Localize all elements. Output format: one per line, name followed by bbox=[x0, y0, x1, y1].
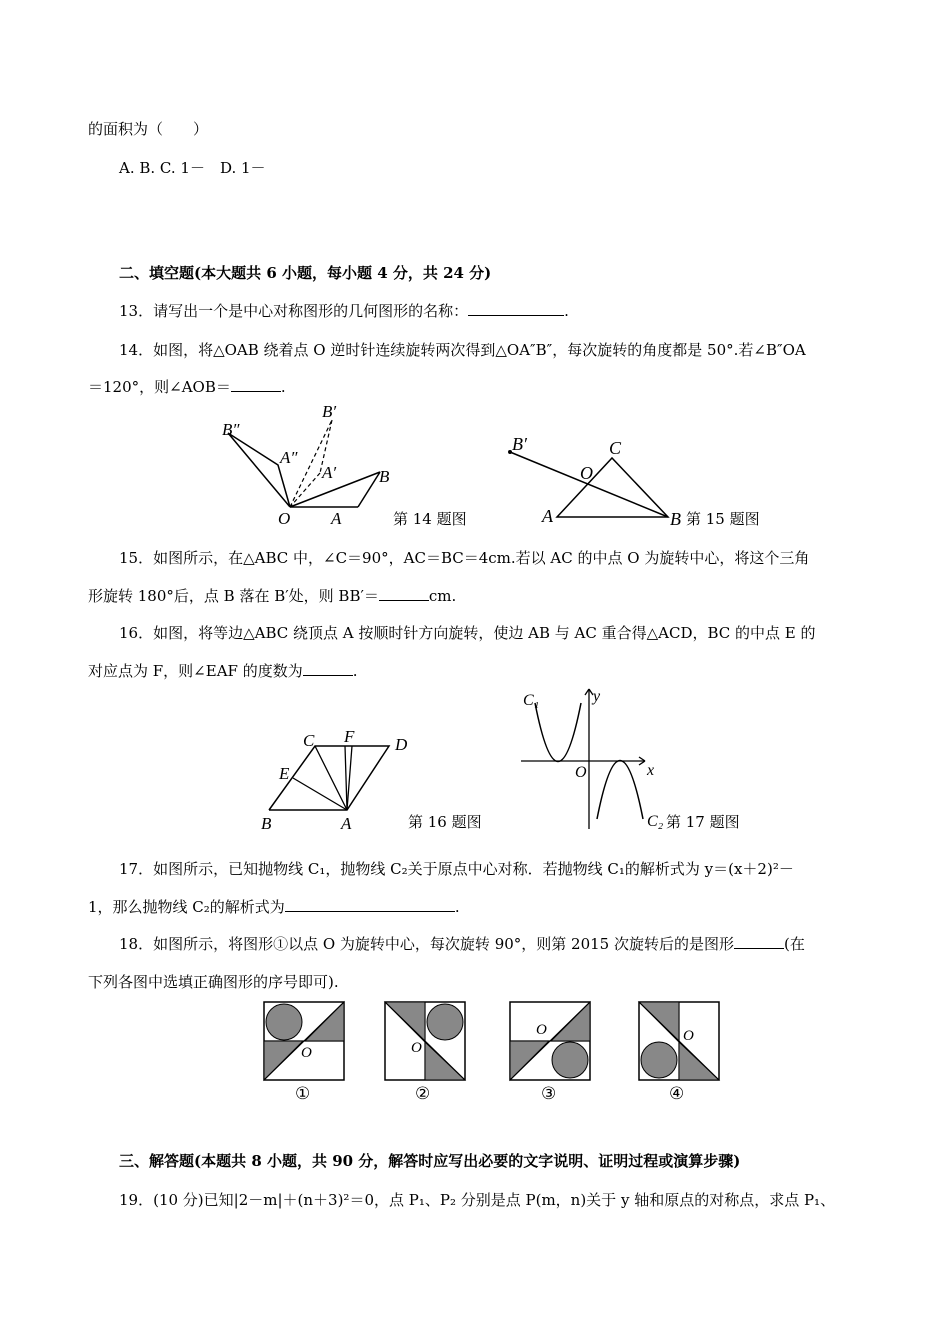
label-O: O bbox=[580, 463, 593, 483]
question-17-line2: 1，那么抛物线 C₂的解析式为 . bbox=[88, 898, 460, 916]
label-B: B bbox=[261, 814, 272, 833]
label-O: O bbox=[411, 1040, 422, 1056]
label-O: O bbox=[278, 509, 291, 528]
line-options: A. B. C. 1－ D. 1－ bbox=[119, 159, 266, 177]
label-A: A bbox=[341, 814, 352, 833]
label-C: C bbox=[609, 438, 622, 458]
question-15-line1: 15．如图所示，在△ABC 中，∠C＝90°，AC＝BC＝4cm.若以 AC 的中点 O 为旋转中心，将这个三角 bbox=[119, 549, 810, 567]
figure-18-option-2 bbox=[385, 1002, 465, 1102]
label-x-axis: x bbox=[647, 762, 655, 779]
question-14-line2: ＝120°，则∠AOB＝ . bbox=[88, 378, 286, 396]
label-C2: C₂ bbox=[647, 813, 664, 830]
label-O: O bbox=[683, 1028, 694, 1044]
blank-15 bbox=[379, 586, 429, 601]
blank-17 bbox=[285, 897, 455, 912]
figure-15-diagram bbox=[500, 430, 700, 530]
line-area-question: 的面积为（ ） bbox=[88, 120, 209, 138]
label-O: O bbox=[575, 764, 587, 781]
figure-18-option-4 bbox=[639, 1002, 719, 1102]
option-label-4: ④ bbox=[669, 1084, 685, 1103]
question-16-line2: 对应点为 F，则∠EAF 的度数为 . bbox=[88, 662, 358, 680]
label-O: O bbox=[301, 1045, 312, 1061]
question-17-line1: 17．如图所示，已知抛物线 C₁，抛物线 C₂关于原点中心对称．若抛物线 C₁的解析式为 y＝(x＋2)²－ bbox=[119, 860, 794, 878]
label-D: D bbox=[395, 735, 408, 754]
figure-18-option-3 bbox=[510, 1002, 590, 1102]
label-y-axis: y bbox=[593, 688, 601, 705]
question-14-line1: 14．如图，将△OAB 绕着点 O 逆时针连续旋转两次得到△OA″B″，每次旋转的角度都是 50°.若∠B″OA bbox=[119, 341, 806, 359]
label-A-prime: A′ bbox=[322, 463, 337, 482]
label-F: F bbox=[344, 727, 355, 746]
figure-14-caption: 第 14 题图 bbox=[393, 510, 467, 528]
blank-14 bbox=[231, 377, 281, 392]
label-C1: C₁ bbox=[523, 692, 540, 709]
blank-13 bbox=[468, 301, 564, 316]
question-15-line2: 形旋转 180°后，点 B 落在 B′处，则 BB′＝ cm. bbox=[88, 587, 457, 605]
section-2-heading: 二、填空题(本大题共 6 小题，每小题 4 分，共 24 分) bbox=[119, 264, 492, 282]
figure-15-caption: 第 15 题图 bbox=[686, 510, 760, 528]
section-3-heading: 三、解答题(本题共 8 小题，共 90 分，解答时应写出必要的文字说明、证明过程或演算步骤) bbox=[119, 1152, 741, 1170]
label-C: C bbox=[303, 731, 315, 750]
label-E: E bbox=[279, 764, 290, 783]
label-A: A bbox=[331, 509, 342, 528]
label-B-prime: B′ bbox=[512, 434, 527, 454]
label-O: O bbox=[536, 1022, 547, 1038]
question-16-line1: 16．如图，将等边△ABC 绕顶点 A 按顺时针方向旋转，使边 AB 与 AC 重合得△ACD，BC 的中点 E 的 bbox=[119, 624, 816, 642]
figure-17-caption: 第 17 题图 bbox=[666, 813, 740, 831]
option-label-1: ① bbox=[295, 1084, 311, 1103]
blank-16 bbox=[303, 661, 353, 676]
label-B-prime: B′ bbox=[322, 402, 337, 421]
question-13: 13．请写出一个是中心对称图形的几何图形的名称： . bbox=[119, 302, 569, 320]
figure-18-option-1 bbox=[264, 1002, 344, 1102]
figure-16-caption: 第 16 题图 bbox=[408, 813, 482, 831]
label-A: A bbox=[542, 506, 553, 526]
label-B-double-prime: B″ bbox=[222, 420, 240, 439]
option-label-2: ② bbox=[415, 1084, 431, 1103]
question-18-line2: 下列各图中选填正确图形的序号即可). bbox=[88, 973, 339, 991]
question-19: 19．(10 分)已知|2－m|＋(n＋3)²＝0，点 P₁、P₂ 分别是点 P(m，n)关于 y 轴和原点的对称点，求点 P₁、 bbox=[119, 1191, 836, 1209]
question-18-line1: 18．如图所示，将图形①以点 O 为旋转中心，每次旋转 90°，则第 2015 次旋转后的是图形 (在 bbox=[119, 935, 805, 953]
blank-18 bbox=[734, 934, 784, 949]
option-label-3: ③ bbox=[541, 1084, 557, 1103]
label-B: B bbox=[670, 509, 681, 529]
label-B: B bbox=[379, 467, 390, 486]
figure-16-diagram bbox=[255, 725, 425, 835]
label-A-double-prime: A″ bbox=[280, 448, 298, 467]
figure-17-diagram bbox=[515, 685, 675, 835]
